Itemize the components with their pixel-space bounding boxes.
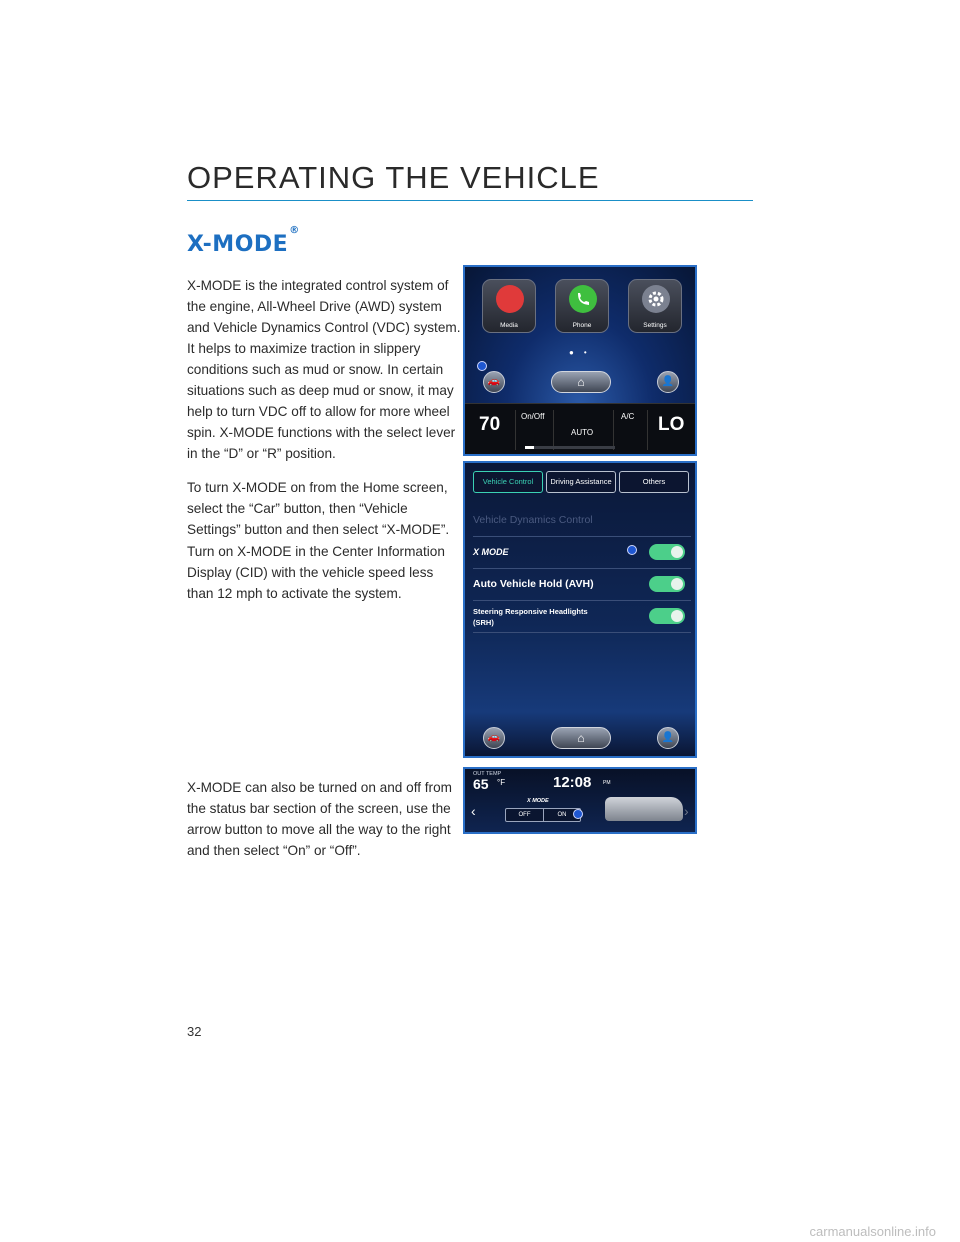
clock-ampm: PM [603,780,611,786]
xmode-row[interactable] [473,537,691,569]
xmode-heading [187,224,300,257]
home-button[interactable]: ⌂ [551,371,611,393]
srh-toggle[interactable] [649,608,685,624]
profile-button-2[interactable]: 👤 [657,727,679,749]
highlight-marker-3 [573,809,583,819]
registered-mark: ® [289,224,300,236]
climate-onoff[interactable]: On/Off [521,412,545,421]
header-rule [187,200,753,201]
avh-toggle[interactable] [649,576,685,592]
phone-label: Phone [572,322,592,329]
car-button[interactable]: 🚗 [483,371,505,393]
paragraph-intro: X-MODE is the integrated control system of the engine, All-Wheel Drive (AWD) system and Vehicle Dynamics Control (VDC) system. It helps to maximize traction in slippery conditions such as mud or snow. In certain situations such as deep mud or snow, it may help to turn VDC off to allow for more wheel spin. X-MODE functions with the select lever in the “D” or “R” position. [187,278,461,461]
right-temp[interactable]: LO [658,414,685,435]
footer-watermark: carmanualsonline.info [809,1224,936,1239]
climate-bar [465,403,695,456]
page-indicator: ●• [569,348,597,357]
xmode-on-button[interactable]: ON [557,812,567,818]
srh-label-1: Steering Responsive Headlights [473,607,588,616]
out-temp-unit: °F [497,778,506,787]
avh-row[interactable] [473,569,691,601]
nav-bar-2 [465,723,695,753]
xmode-heading-text: X-MODE [187,232,289,257]
phone-app-button[interactable] [555,279,609,333]
vehicle-image [605,797,683,821]
srh-row[interactable] [473,601,691,633]
xmode-off-button[interactable]: OFF [506,809,544,821]
clock-time: 12:08 [553,774,592,791]
media-app-button[interactable] [482,279,536,333]
home-screen-image [463,265,697,456]
profile-button[interactable]: 👤 [657,371,679,393]
climate-auto[interactable]: AUTO [571,428,594,437]
home-button-2[interactable]: ⌂ [551,727,611,749]
settings-app-button[interactable] [628,279,682,333]
car-button-2[interactable]: 🚗 [483,727,505,749]
vdc-row [473,507,691,537]
xmode-toggle[interactable] [649,544,685,560]
tab-vehicle-control[interactable]: Vehicle Control [473,471,543,493]
left-arrow-button[interactable]: ‹ [471,803,476,819]
vdc-label: Vehicle Dynamics Control [473,514,593,526]
tab-driving-assistance[interactable]: Driving Assistance [546,471,616,493]
paragraph-cid: Turn on X-MODE in the Center Information Display (CID) with the vehicle speed less than 12 mph to activate the system. [187,544,445,601]
status-bar-screen-image [463,767,697,834]
fan-level [525,446,615,449]
gear-icon [642,285,670,313]
climate-ac[interactable]: A/C [621,412,635,421]
nav-bar [465,367,695,397]
avh-label: Auto Vehicle Hold (AVH) [473,578,594,590]
right-arrow-button[interactable]: › [684,803,689,819]
xmode-switch [505,808,581,822]
paragraph-turn-on: To turn X-MODE on from the Home screen, select the “Car” button, then “Vehicle Settings” button and then select “X-MODE”. [187,480,450,537]
media-label: Media [500,322,518,329]
media-icon [496,285,524,313]
srh-label-2: (SRH) [473,618,494,627]
page-number: 32 [187,1024,202,1039]
out-temp-label: OUT TEMP [473,771,502,777]
xmode-row-label: X MODE [473,547,509,557]
status-xmode-label: X MODE [527,798,549,804]
tab-others[interactable]: Others [619,471,689,493]
highlight-marker-2 [627,545,637,555]
vehicle-settings-screen-image [463,461,697,758]
out-temp-value: 65 [473,776,489,792]
paragraph-status-bar: X-MODE can also be turned on and off from the status bar section of the screen, use the arrow button to move all the way to the right and then select “On” or “Off”. [187,780,452,858]
phone-icon [569,285,597,313]
section-header: OPERATING THE VEHICLE [187,160,600,195]
left-temp[interactable]: 70 [479,414,501,435]
settings-label: Settings [643,322,667,329]
